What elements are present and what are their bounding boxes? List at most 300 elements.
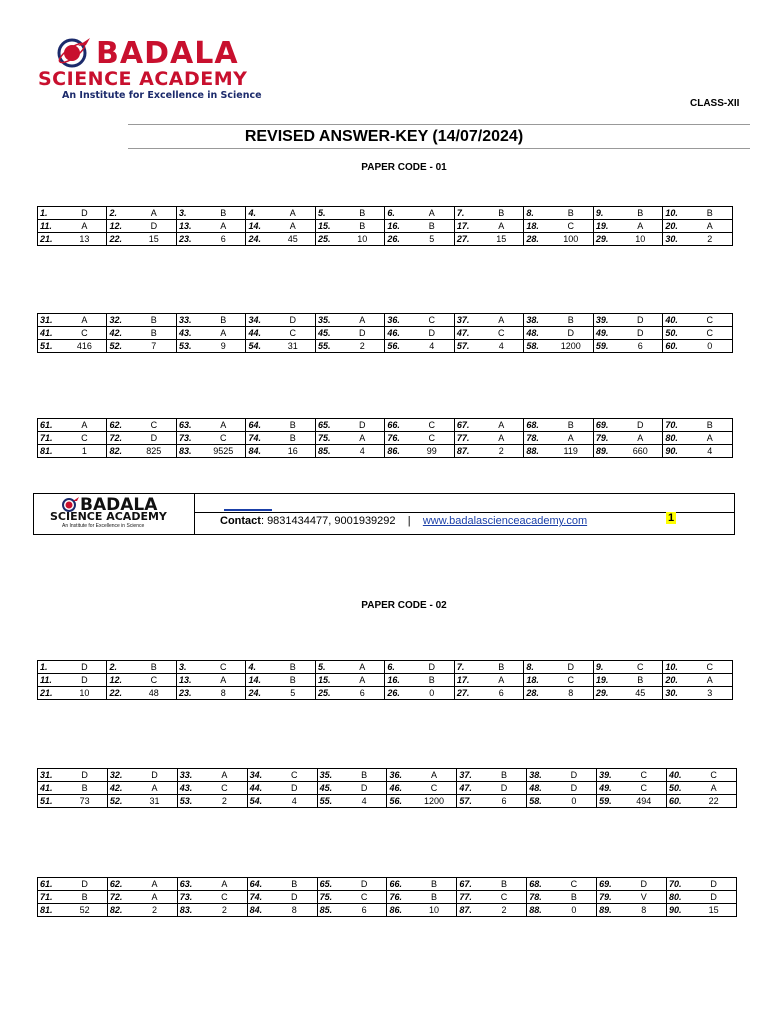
question-number: 7. — [454, 207, 479, 220]
answer-value: D — [552, 769, 597, 782]
question-number: 2. — [107, 661, 132, 674]
question-number: 28. — [524, 233, 549, 246]
answer-value: C — [132, 419, 177, 432]
answer-value: A — [201, 220, 246, 233]
question-number: 54. — [246, 340, 271, 353]
answer-value: 6 — [618, 340, 663, 353]
question-number: 33. — [177, 769, 202, 782]
answer-value: 3 — [688, 687, 733, 700]
question-number: 34. — [247, 769, 272, 782]
table-row — [38, 340, 733, 353]
table-row — [38, 419, 733, 432]
answer-value: 2 — [202, 904, 247, 917]
answer-value: B — [201, 314, 246, 327]
question-number: 51. — [38, 340, 63, 353]
question-number: 27. — [454, 233, 479, 246]
answer-value: 2 — [482, 904, 527, 917]
question-number: 88. — [524, 445, 549, 458]
answer-value: B — [271, 661, 316, 674]
table-row — [38, 687, 733, 700]
question-number: 57. — [454, 340, 479, 353]
table-row — [38, 795, 737, 808]
answer-value: 15 — [132, 233, 177, 246]
answer-value: C — [410, 419, 455, 432]
question-number: 69. — [597, 878, 622, 891]
answer-value: 15 — [691, 904, 736, 917]
answer-value: D — [621, 878, 666, 891]
answer-value: C — [618, 661, 663, 674]
question-number: 1. — [38, 661, 63, 674]
answer-value: 8 — [272, 904, 317, 917]
answer-value: 9525 — [201, 445, 246, 458]
question-number: 89. — [597, 904, 622, 917]
answer-value: 2 — [132, 904, 177, 917]
question-number: 8. — [524, 661, 549, 674]
footer-accent-line — [224, 509, 272, 511]
question-number: 62. — [107, 419, 132, 432]
question-number: 60. — [663, 340, 688, 353]
question-number: 24. — [246, 687, 271, 700]
answer-value: D — [410, 661, 455, 674]
table-row — [38, 904, 737, 917]
question-number: 23. — [176, 233, 201, 246]
table-row — [38, 445, 733, 458]
answer-value: C — [271, 327, 316, 340]
answer-value: B — [340, 207, 385, 220]
answer-value: A — [479, 674, 524, 687]
question-number: 81. — [38, 904, 63, 917]
answer-value: A — [479, 314, 524, 327]
question-number: 50. — [667, 782, 692, 795]
answer-value: A — [688, 432, 733, 445]
title-rule-bottom — [128, 148, 750, 149]
question-number: 6. — [385, 661, 410, 674]
question-number: 90. — [663, 445, 688, 458]
answer-value: C — [688, 661, 733, 674]
question-number: 55. — [317, 795, 342, 808]
question-number: 68. — [524, 419, 549, 432]
footer-tagline: An Institute for Excellence in Science — [62, 523, 145, 529]
answer-value: A — [340, 674, 385, 687]
answer-value: A — [412, 769, 457, 782]
question-number: 67. — [454, 419, 479, 432]
question-number: 80. — [663, 432, 688, 445]
answer-value: B — [410, 674, 455, 687]
question-number: 56. — [385, 340, 410, 353]
answer-value: B — [272, 878, 317, 891]
answer-value: D — [340, 419, 385, 432]
answer-value: 0 — [688, 340, 733, 353]
question-number: 14. — [246, 220, 271, 233]
question-number: 2. — [107, 207, 132, 220]
question-number: 65. — [315, 419, 340, 432]
answer-value: C — [552, 878, 597, 891]
answer-value: C — [621, 769, 666, 782]
question-number: 23. — [176, 687, 201, 700]
answer-value: B — [62, 782, 107, 795]
question-number: 85. — [315, 445, 340, 458]
answer-value: 2 — [340, 340, 385, 353]
answer-value: C — [132, 674, 177, 687]
table-row — [38, 233, 733, 246]
question-number: 31. — [38, 769, 63, 782]
question-number: 21. — [38, 687, 63, 700]
answer-value: A — [618, 432, 663, 445]
answer-value: 15 — [479, 233, 524, 246]
answer-value: A — [688, 220, 733, 233]
question-number: 41. — [38, 782, 63, 795]
table-row — [38, 782, 737, 795]
answer-value: A — [201, 674, 246, 687]
question-number: 10. — [663, 207, 688, 220]
footer-divider — [195, 512, 734, 513]
question-number: 41. — [38, 327, 63, 340]
answer-value: 9 — [201, 340, 246, 353]
question-number: 66. — [385, 419, 410, 432]
answer-value: 45 — [271, 233, 316, 246]
answer-value: B — [340, 220, 385, 233]
answer-value: 2 — [479, 445, 524, 458]
answer-value: 825 — [132, 445, 177, 458]
answer-value: 416 — [62, 340, 107, 353]
answer-value: D — [691, 878, 736, 891]
class-label: CLASS-XII — [690, 98, 740, 109]
answer-value: 0 — [552, 904, 597, 917]
answer-value: D — [482, 782, 527, 795]
question-number: 6. — [385, 207, 410, 220]
table-row — [38, 891, 737, 904]
question-number: 52. — [107, 340, 132, 353]
question-number: 66. — [387, 878, 412, 891]
academy-logo — [38, 36, 288, 104]
answer-value: 4 — [340, 445, 385, 458]
question-number: 87. — [454, 445, 479, 458]
question-number: 47. — [457, 782, 482, 795]
answer-table — [37, 768, 737, 808]
question-number: 1. — [38, 207, 63, 220]
question-number: 13. — [176, 220, 201, 233]
answer-value: A — [202, 878, 247, 891]
answer-value: 8 — [621, 904, 666, 917]
answer-value: C — [688, 327, 733, 340]
answer-value: 1200 — [549, 340, 594, 353]
question-number: 68. — [527, 878, 552, 891]
question-number: 83. — [177, 904, 202, 917]
answer-value: 4 — [479, 340, 524, 353]
answer-value: B — [552, 891, 597, 904]
answer-value: 8 — [201, 687, 246, 700]
answer-value: D — [132, 220, 177, 233]
answer-value: C — [549, 220, 594, 233]
answer-value: 10 — [412, 904, 457, 917]
question-number: 77. — [457, 891, 482, 904]
answer-value: B — [549, 314, 594, 327]
question-number: 26. — [385, 233, 410, 246]
answer-value: C — [272, 769, 317, 782]
question-number: 50. — [663, 327, 688, 340]
answer-value: A — [132, 207, 177, 220]
answer-value: 5 — [271, 687, 316, 700]
question-number: 56. — [387, 795, 412, 808]
question-number: 39. — [593, 314, 618, 327]
answer-value: 5 — [410, 233, 455, 246]
question-number: 48. — [524, 327, 549, 340]
contact-label: Contact — [220, 515, 261, 527]
answer-value: D — [62, 878, 107, 891]
answer-table — [37, 877, 737, 917]
question-number: 63. — [177, 878, 202, 891]
answer-value: 7 — [132, 340, 177, 353]
answer-value: B — [479, 661, 524, 674]
table-row — [38, 432, 733, 445]
website-link[interactable]: www.badalascienceacademy.com — [422, 515, 588, 527]
question-number: 30. — [663, 233, 688, 246]
answer-value: 4 — [410, 340, 455, 353]
question-number: 75. — [317, 891, 342, 904]
question-number: 54. — [247, 795, 272, 808]
answer-value: D — [342, 782, 387, 795]
answer-value: A — [271, 220, 316, 233]
answer-value: B — [412, 878, 457, 891]
question-number: 30. — [663, 687, 688, 700]
answer-value: 22 — [691, 795, 736, 808]
answer-value: 10 — [340, 233, 385, 246]
question-number: 89. — [593, 445, 618, 458]
question-number: 13. — [176, 674, 201, 687]
footer-logo — [34, 494, 195, 534]
answer-value: C — [202, 782, 247, 795]
question-number: 22. — [107, 233, 132, 246]
question-number: 59. — [593, 340, 618, 353]
question-number: 51. — [38, 795, 63, 808]
question-number: 21. — [38, 233, 63, 246]
question-number: 64. — [247, 878, 272, 891]
answer-value: 4 — [272, 795, 317, 808]
answer-table — [37, 418, 733, 458]
question-number: 32. — [107, 769, 132, 782]
answer-value: B — [132, 661, 177, 674]
question-number: 70. — [663, 419, 688, 432]
question-number: 37. — [457, 769, 482, 782]
answer-value: D — [62, 207, 107, 220]
question-number: 90. — [667, 904, 692, 917]
answer-value: A — [618, 220, 663, 233]
answer-value: B — [271, 419, 316, 432]
answer-value: 16 — [271, 445, 316, 458]
question-number: 53. — [176, 340, 201, 353]
footer-band — [33, 493, 735, 535]
table-row — [38, 327, 733, 340]
paper-code-02: PAPER CODE - 02 — [361, 600, 447, 611]
title-rule-top — [128, 124, 750, 125]
answer-value: B — [482, 878, 527, 891]
answer-value: A — [201, 327, 246, 340]
answer-value: D — [62, 661, 107, 674]
question-number: 58. — [527, 795, 552, 808]
question-number: 74. — [247, 891, 272, 904]
answer-value: B — [549, 207, 594, 220]
answer-value: A — [340, 661, 385, 674]
answer-value: D — [410, 327, 455, 340]
answer-value: B — [201, 207, 246, 220]
question-number: 32. — [107, 314, 132, 327]
table-row — [38, 769, 737, 782]
question-number: 74. — [246, 432, 271, 445]
question-number: 79. — [597, 891, 622, 904]
answer-value: C — [482, 891, 527, 904]
question-number: 4. — [246, 661, 271, 674]
question-number: 31. — [38, 314, 63, 327]
answer-value: A — [340, 314, 385, 327]
answer-value: 10 — [62, 687, 107, 700]
question-number: 36. — [387, 769, 412, 782]
answer-value: D — [552, 782, 597, 795]
question-number: 71. — [38, 891, 63, 904]
answer-value: 10 — [618, 233, 663, 246]
answer-value: B — [688, 419, 733, 432]
question-number: 29. — [593, 687, 618, 700]
question-number: 24. — [246, 233, 271, 246]
answer-value: B — [271, 432, 316, 445]
answer-value: D — [132, 432, 177, 445]
answer-value: 31 — [132, 795, 177, 808]
question-number: 71. — [38, 432, 63, 445]
question-number: 61. — [38, 878, 63, 891]
table-row — [38, 207, 733, 220]
question-number: 60. — [667, 795, 692, 808]
answer-value: C — [549, 674, 594, 687]
brand-name: BADALA — [96, 36, 239, 71]
footer-brand-name: BADALA — [80, 495, 158, 515]
question-number: 20. — [663, 674, 688, 687]
answer-value: C — [201, 432, 246, 445]
question-number: 7. — [454, 661, 479, 674]
question-number: 47. — [454, 327, 479, 340]
answer-value: B — [479, 207, 524, 220]
answer-table — [37, 313, 733, 353]
answer-value: A — [479, 432, 524, 445]
question-number: 76. — [385, 432, 410, 445]
question-number: 82. — [107, 904, 132, 917]
answer-value: B — [618, 207, 663, 220]
question-number: 83. — [176, 445, 201, 458]
answer-value: 4 — [688, 445, 733, 458]
question-number: 4. — [246, 207, 271, 220]
question-number: 72. — [107, 891, 132, 904]
question-number: 80. — [667, 891, 692, 904]
answer-value: 0 — [410, 687, 455, 700]
answer-value: B — [412, 891, 457, 904]
answer-value: B — [342, 769, 387, 782]
answer-value: 660 — [618, 445, 663, 458]
question-number: 25. — [315, 233, 340, 246]
question-number: 28. — [524, 687, 549, 700]
answer-value: V — [621, 891, 666, 904]
answer-value: C — [688, 314, 733, 327]
answer-value: C — [201, 661, 246, 674]
question-number: 82. — [107, 445, 132, 458]
answer-value: D — [62, 769, 107, 782]
answer-value: D — [272, 782, 317, 795]
answer-value: C — [202, 891, 247, 904]
question-number: 86. — [387, 904, 412, 917]
question-number: 84. — [247, 904, 272, 917]
paper-code-01: PAPER CODE - 01 — [361, 162, 447, 173]
contact-numbers: : 9831434477, 9001939292 — [260, 515, 396, 527]
question-number: 45. — [317, 782, 342, 795]
answer-value: A — [271, 207, 316, 220]
question-number: 72. — [107, 432, 132, 445]
question-number: 42. — [107, 782, 132, 795]
answer-table — [37, 206, 733, 246]
answer-value: A — [549, 432, 594, 445]
question-number: 57. — [457, 795, 482, 808]
answer-value: A — [62, 419, 107, 432]
question-number: 73. — [177, 891, 202, 904]
answer-value: A — [132, 891, 177, 904]
page-number: 1 — [668, 512, 675, 524]
answer-value: A — [201, 419, 246, 432]
question-number: 40. — [667, 769, 692, 782]
question-number: 19. — [593, 220, 618, 233]
answer-value: A — [688, 674, 733, 687]
answer-value: C — [621, 782, 666, 795]
question-number: 55. — [315, 340, 340, 353]
answer-value: D — [549, 661, 594, 674]
question-number: 45. — [315, 327, 340, 340]
question-number: 12. — [107, 220, 132, 233]
answer-value: 45 — [618, 687, 663, 700]
answer-value: C — [62, 327, 107, 340]
brand-tagline: An Institute for Excellence in Science — [62, 90, 262, 101]
answer-value: 1200 — [412, 795, 457, 808]
question-number: 78. — [527, 891, 552, 904]
question-number: 77. — [454, 432, 479, 445]
atom-logo-icon — [56, 36, 92, 70]
answer-value: D — [132, 769, 177, 782]
question-number: 9. — [593, 207, 618, 220]
question-number: 19. — [593, 674, 618, 687]
question-number: 79. — [593, 432, 618, 445]
answer-value: B — [410, 220, 455, 233]
question-number: 18. — [524, 220, 549, 233]
question-number: 36. — [385, 314, 410, 327]
answer-value: 100 — [549, 233, 594, 246]
answer-value: 48 — [132, 687, 177, 700]
answer-value: D — [618, 419, 663, 432]
question-number: 3. — [176, 207, 201, 220]
answer-value: 8 — [549, 687, 594, 700]
answer-value: 119 — [549, 445, 594, 458]
question-number: 70. — [667, 878, 692, 891]
answer-value: 52 — [62, 904, 107, 917]
contact-separator: | — [407, 515, 411, 527]
question-number: 63. — [176, 419, 201, 432]
answer-value: A — [340, 432, 385, 445]
question-number: 61. — [38, 419, 63, 432]
question-number: 29. — [593, 233, 618, 246]
question-number: 11. — [38, 674, 63, 687]
question-number: 46. — [385, 327, 410, 340]
answer-value: B — [271, 674, 316, 687]
question-number: 76. — [387, 891, 412, 904]
question-number: 14. — [246, 674, 271, 687]
answer-value: B — [618, 674, 663, 687]
answer-value: A — [132, 782, 177, 795]
answer-value: B — [62, 891, 107, 904]
question-number: 86. — [385, 445, 410, 458]
answer-value: C — [479, 327, 524, 340]
